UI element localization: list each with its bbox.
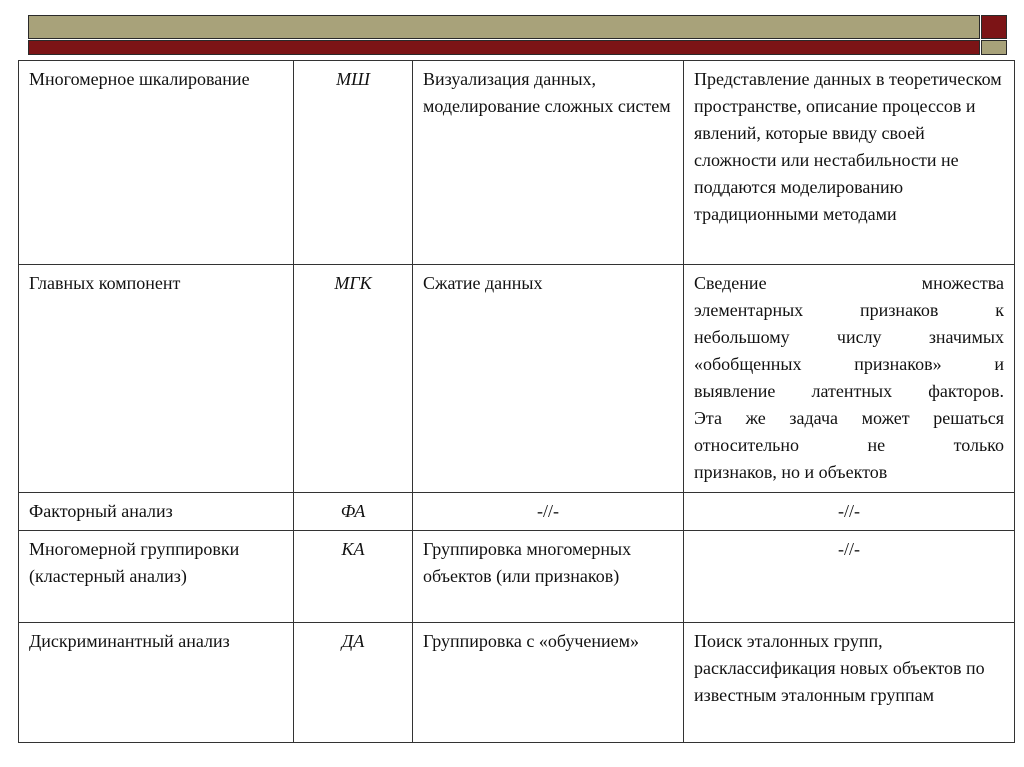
- method-name: Главных компонент: [19, 265, 294, 493]
- method-task: Сжатие данных: [413, 265, 684, 493]
- method-abbreviation: ФА: [294, 493, 413, 531]
- method-task: Группировка многомерных объектов (или признаков): [413, 531, 684, 623]
- method-description: [684, 265, 1015, 493]
- method-description: Поиск эталонных групп, расклассификация новых объектов по известным эталонным группам: [684, 623, 1015, 743]
- table-row: [19, 531, 1015, 623]
- methods-table: [18, 60, 1015, 743]
- method-abbreviation: МГК: [294, 265, 413, 493]
- description-line: небольшому числу значимых: [694, 327, 1004, 347]
- table-row: [19, 623, 1015, 743]
- method-name: Факторный анализ: [19, 493, 294, 531]
- header-square-bottom: [981, 40, 1007, 55]
- header-bar-top: [28, 15, 980, 39]
- description-line: относительно не только: [694, 435, 1004, 455]
- method-abbreviation: ДА: [294, 623, 413, 743]
- method-name: Многомерное шкалирование: [19, 61, 294, 265]
- table-row: [19, 493, 1015, 531]
- method-name: Дискриминантный анализ: [19, 623, 294, 743]
- description-line: признаков, но и объектов: [694, 462, 888, 482]
- table-row: [19, 265, 1015, 493]
- method-abbreviation: КА: [294, 531, 413, 623]
- method-name: Многомерной группировки (кластерный анализ): [19, 531, 294, 623]
- method-task: Визуализация данных, моделирование сложных систем: [413, 61, 684, 265]
- header-bar-bottom: [28, 40, 980, 55]
- method-task: Группировка с «обучением»: [413, 623, 684, 743]
- method-description: Представление данных в теоретическом пространстве, описание процессов и явлений, которые ввиду своей сложности или нестабильности не поддаются моделированию традиционными методами: [684, 61, 1015, 265]
- method-task: -//-: [413, 493, 684, 531]
- table-row: [19, 61, 1015, 265]
- description-line: Сведение множества: [694, 273, 1004, 293]
- description-line: «обобщенных признаков» и: [694, 354, 1004, 374]
- method-description: -//-: [684, 493, 1015, 531]
- description-line: выявление латентных факторов.: [694, 381, 1004, 401]
- description-line: Эта же задача может решаться: [694, 408, 1004, 428]
- method-description: -//-: [684, 531, 1015, 623]
- header-square-top: [981, 15, 1007, 39]
- description-line: элементарных признаков к: [694, 300, 1004, 320]
- method-abbreviation: МШ: [294, 61, 413, 265]
